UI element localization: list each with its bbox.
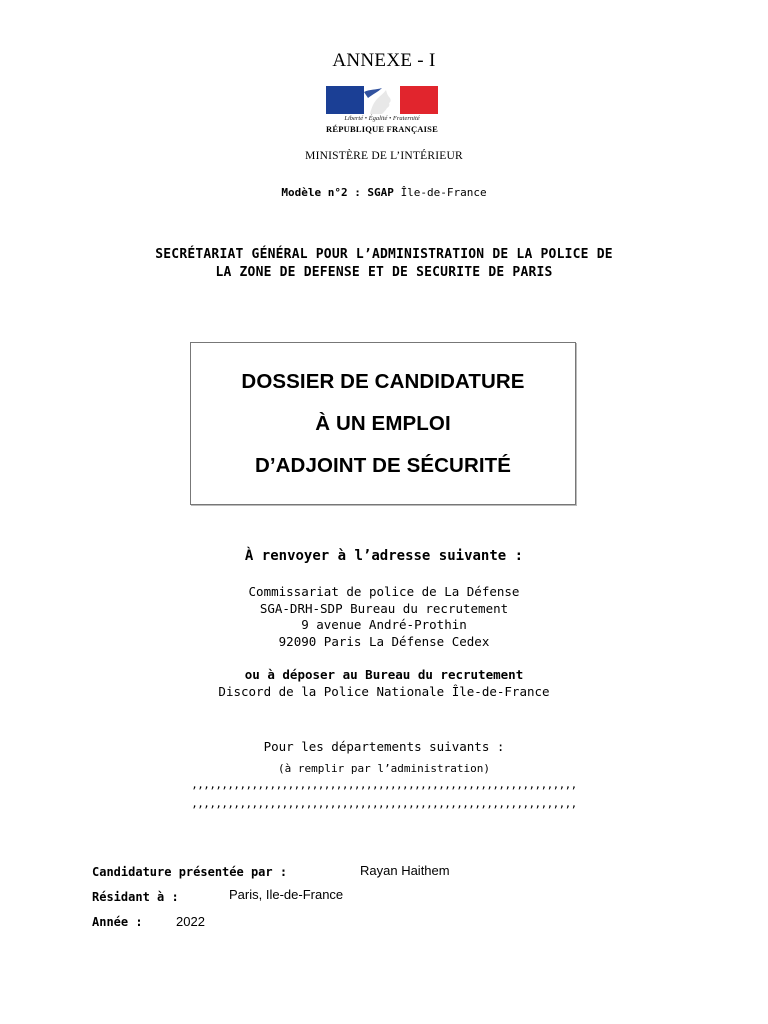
french-flag-icon [326,86,438,114]
departments-fill-line-2: ,,,,,,,,,,,,,,,,,,,,,,,,,,,,,,,,,,,,,,,,,,,,,,,,,,,,,,,,,,,,,,,, [191,797,577,810]
residence-label: Résidant à : [92,890,179,904]
address-line-1: Commissariat de police de La Défense [248,584,520,599]
return-address-heading: À renvoyer à l’adresse suivante : [244,548,524,564]
candidate-label: Candidature présentée par : [92,865,288,879]
secretariat-heading [0,246,768,282]
annex-title: ANNEXE - I [332,50,436,71]
deposit-instruction: ou à déposer au Bureau du recrutement [244,667,524,682]
model-region: Île-de-France [400,186,487,199]
title-box [190,342,576,505]
model-line [0,186,768,199]
candidate-name-field[interactable]: Rayan Haithem [360,863,450,878]
departments-note: (à remplir par l’administration) [278,762,490,775]
ministry-name: MINISTÈRE DE L’INTÉRIEUR [305,150,463,162]
address-line-2: SGA-DRH-SDP Bureau du recrutement [259,600,509,616]
logo-republique: RÉPUBLIQUE FRANÇAISE [326,124,438,134]
postal-address [0,584,768,650]
title-line-1: DOSSIER DE CANDIDATURE [241,369,525,393]
title-line-3: D’ADJOINT DE SÉCURITÉ [254,453,512,477]
year-field[interactable]: 2022 [176,914,205,929]
secretariat-line-1: SECRÉTARIAT GÉNÉRAL POUR L’ADMINISTRATION DE LA POLICE DE [155,247,613,262]
departments-fill-line-1: ,,,,,,,,,,,,,,,,,,,,,,,,,,,,,,,,,,,,,,,,,,,,,,,,,,,,,,,,,,,,,,,, [191,778,577,791]
residence-field[interactable]: Paris, Ile-de-France [229,887,344,902]
year-label: Année : [92,915,143,929]
model-label: Modèle n°2 : SGAP [281,186,394,199]
secretariat-line-2: LA ZONE DE DEFENSE ET DE SECURITE DE PARIS [215,265,553,280]
deposit-location: Discord de la Police Nationale Île-de-France [218,684,550,699]
address-line-4: 92090 Paris La Défense Cedex [278,633,490,649]
marianne-icon [364,86,400,114]
address-line-3: 9 avenue André-Prothin [301,617,467,632]
departments-heading: Pour les départements suivants : [263,739,505,754]
title-line-2: À UN EMPLOI [315,411,451,435]
logo-motto: Liberté • Égalité • Fraternité [344,115,420,122]
republique-francaise-logo [326,86,438,136]
